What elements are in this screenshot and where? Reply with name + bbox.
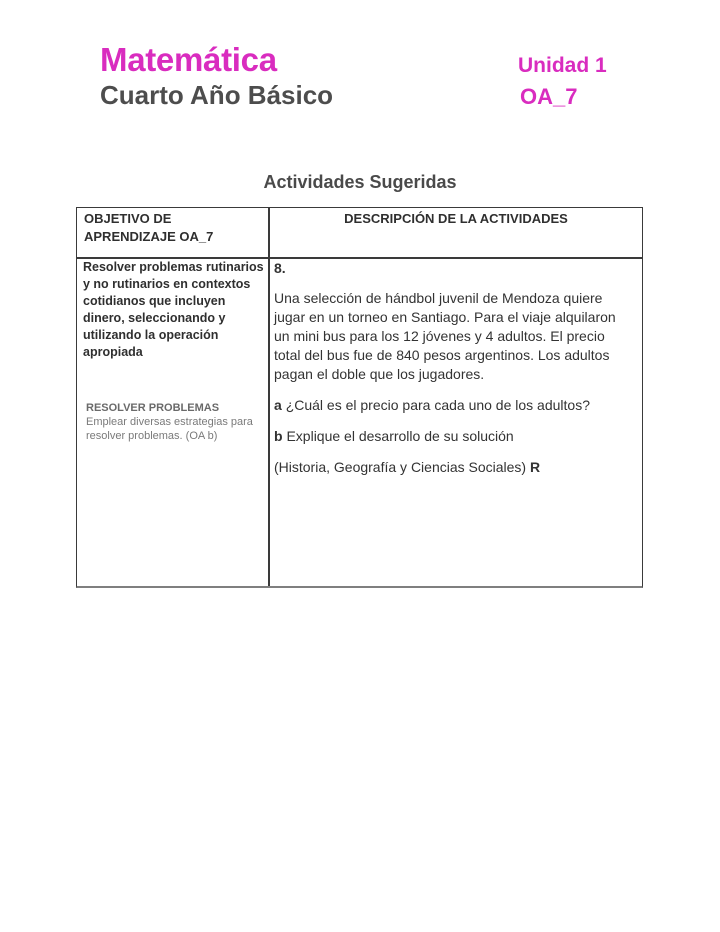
question-b-label: b xyxy=(274,428,283,444)
activity-description xyxy=(274,259,634,489)
activity-number: 8. xyxy=(274,260,286,276)
activities-table xyxy=(76,207,643,588)
objective-text: Resolver problemas rutinarios y no rutinarios en contextos cotidianos que incluyen dinero, seleccionando y utilizando la operación apropiada xyxy=(83,260,264,359)
header-objective: OBJETIVO DE APRENDIZAJE OA_7 xyxy=(84,211,214,244)
subject-connection xyxy=(274,458,634,477)
header-description: DESCRIPCIÓN DE LA ACTIVIDADES xyxy=(344,211,568,226)
skill-text: Emplear diversas estrategias para resolver problemas. (OA b) xyxy=(86,416,253,442)
question-b-text: Explique el desarrollo de su solución xyxy=(286,428,514,444)
question-a xyxy=(274,396,634,415)
page-title: Matemática xyxy=(100,41,277,78)
unit-label: Unidad 1 xyxy=(518,54,607,77)
page-subtitle: Cuarto Año Básico xyxy=(100,80,334,110)
activity-statement: Una selección de hándbol juvenil de Mendoza quiere jugar en un torneo en Santiago. Para el viaje alquilaron un mini bus para los 12 jóvenes y 4 adultos. El precio total del bus fue de 840 pesos argentinos. Los adultos pagan el doble que los jugadores. xyxy=(274,290,616,382)
question-a-label: a xyxy=(274,397,282,413)
connection-tag: R xyxy=(530,459,541,475)
column-divider xyxy=(268,208,270,586)
skill-box xyxy=(86,401,266,443)
oa-label: OA_7 xyxy=(520,84,578,109)
section-title: Actividades Sugeridas xyxy=(263,172,457,192)
question-a-text: ¿Cuál es el precio para cada uno de los adultos? xyxy=(285,397,590,413)
question-b xyxy=(274,427,634,446)
connection-text: (Historia, Geografía y Ciencias Sociales) xyxy=(274,459,527,475)
skill-title: RESOLVER PROBLEMAS xyxy=(86,402,220,414)
